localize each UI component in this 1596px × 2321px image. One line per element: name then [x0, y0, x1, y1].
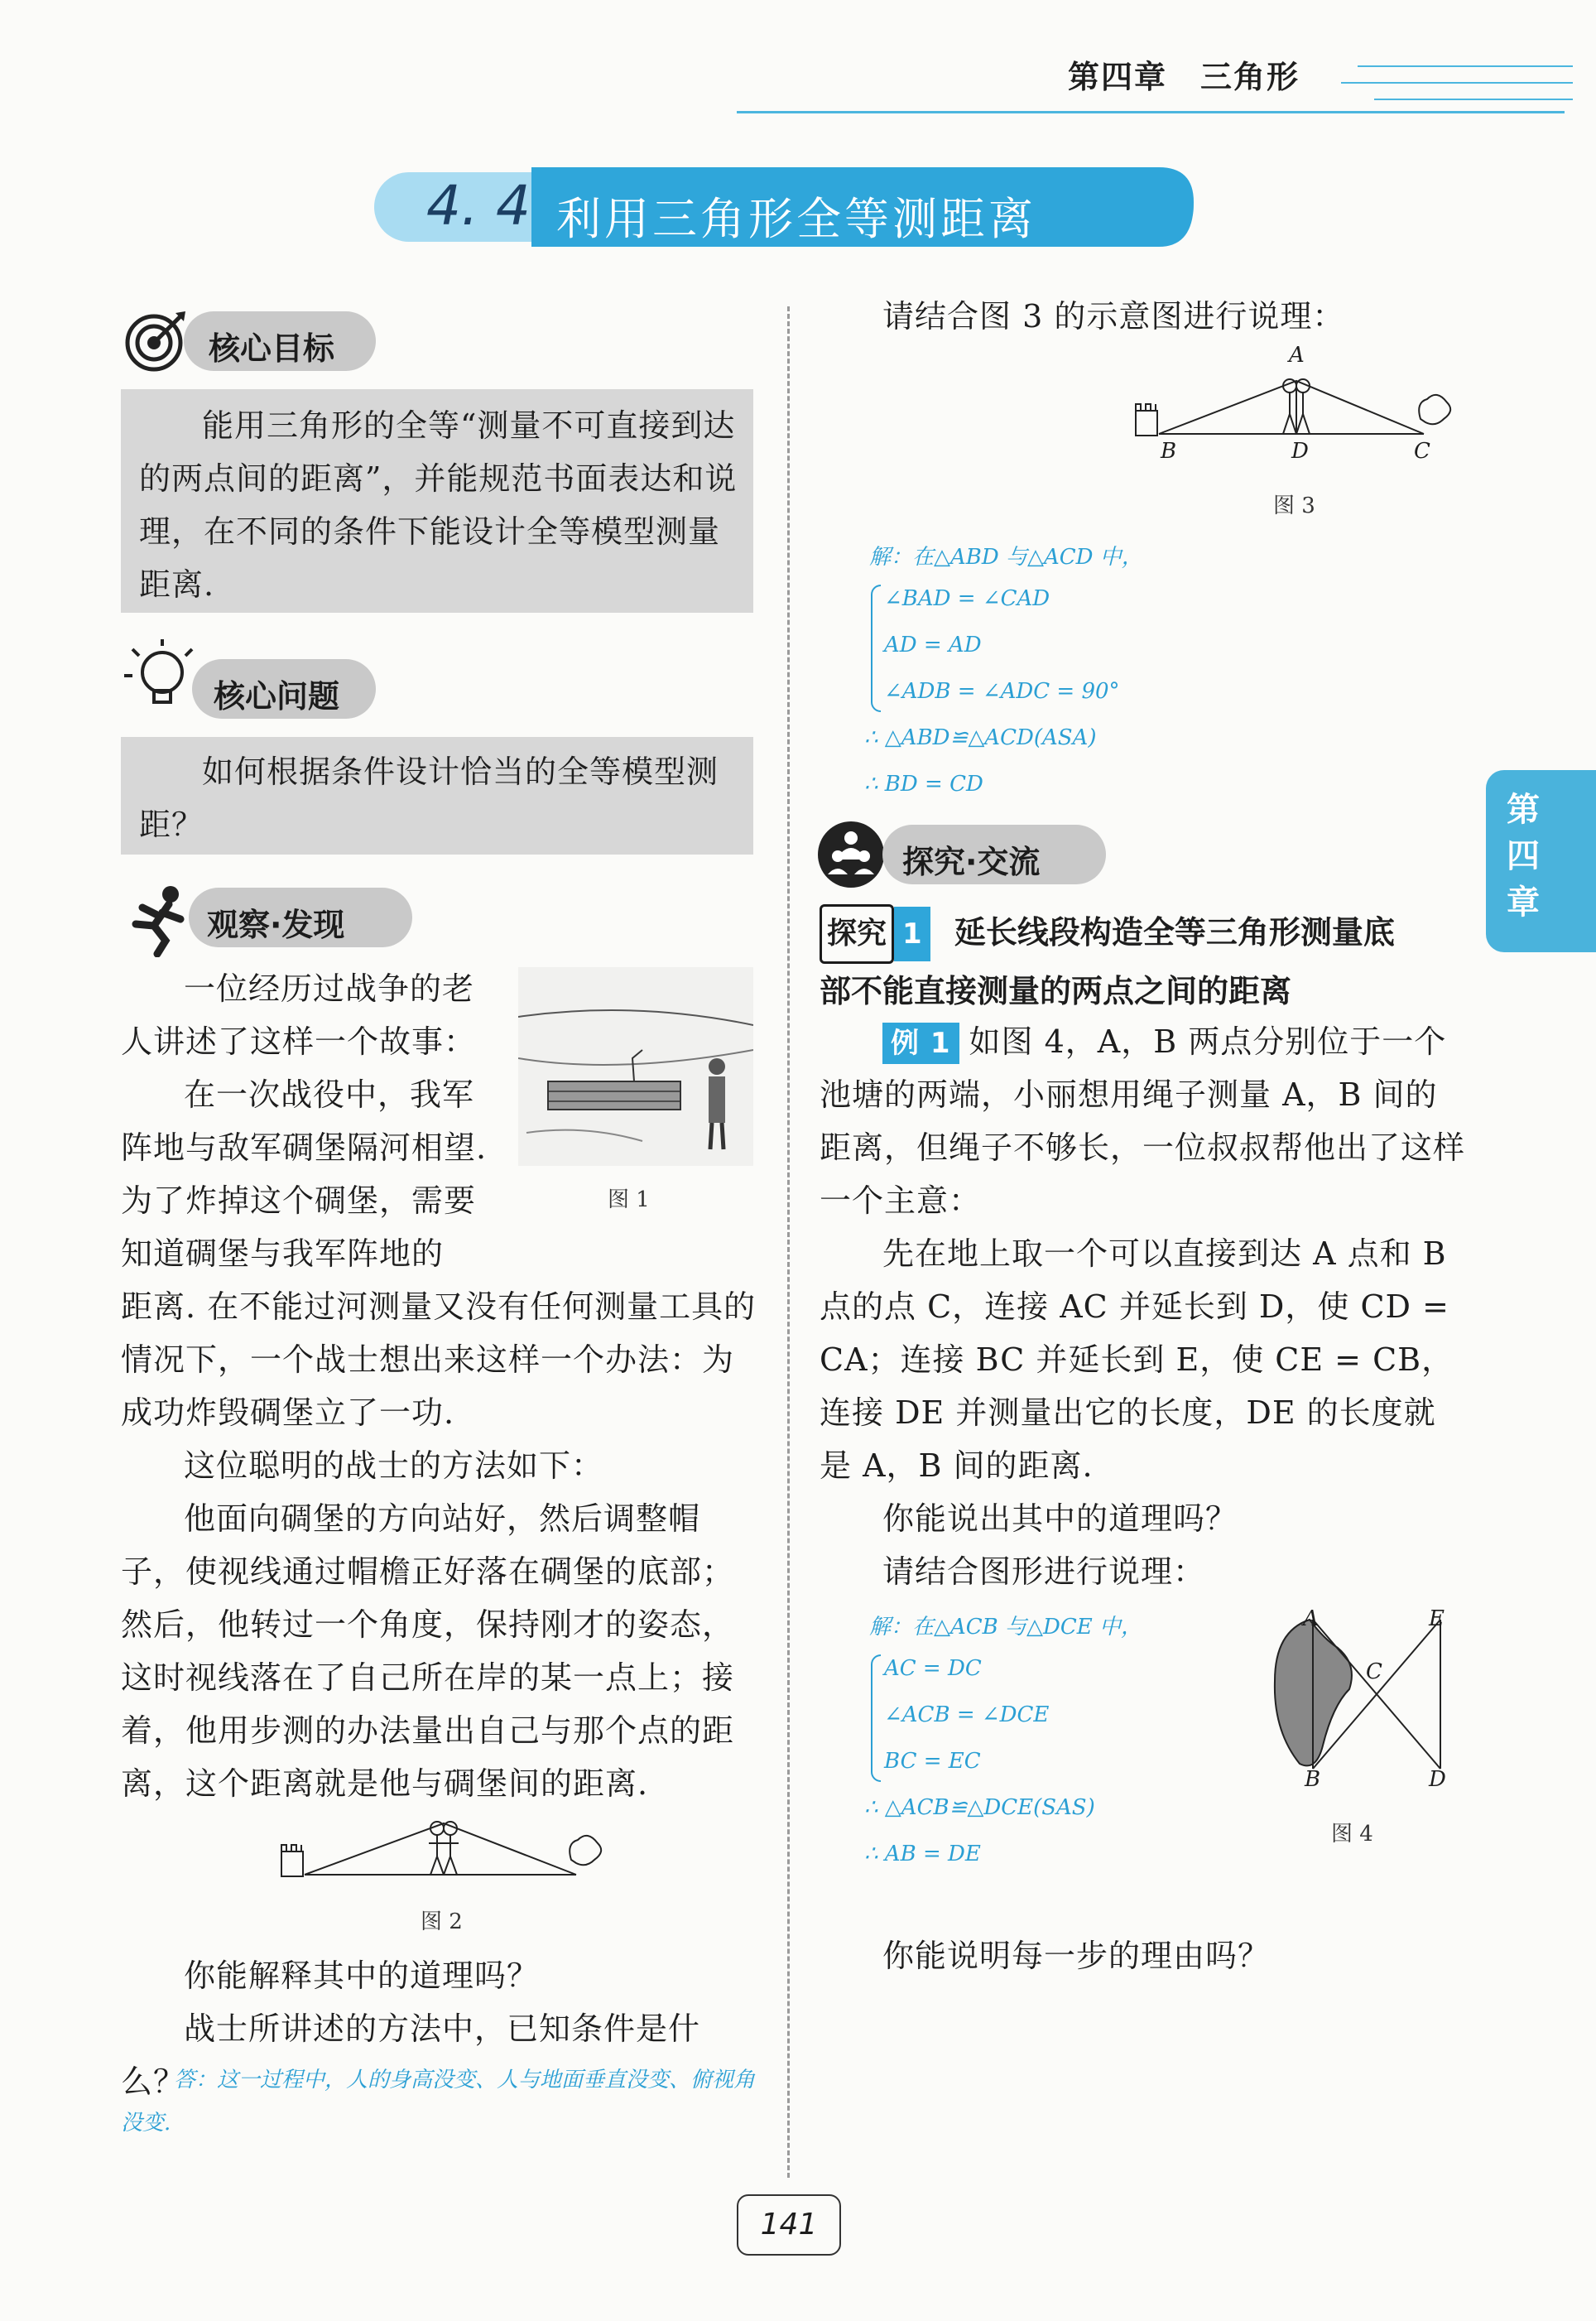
- goal-text: 能用三角形的全等“测量不可直接到达的两点间的距离”，并能规范书面表达和说理，在不同的条件下能设计全等模型测量距离.: [139, 407, 738, 603]
- solution-1-conclusion-2: ∴ BD = CD: [864, 772, 983, 797]
- figure-3-label-d: D: [1291, 439, 1309, 464]
- target-icon: [123, 308, 189, 374]
- group-people-icon: [816, 820, 886, 889]
- figure-2-caption: 图 2: [421, 1909, 463, 1934]
- solution-2-head: 解：在△ACB 与△DCE 中，: [869, 1615, 1143, 1640]
- explore-badge: 探究: [820, 904, 894, 964]
- answer-text: 答：这一过程中，人的身高没变、人与地面垂直没变、俯视角没变.: [121, 2068, 756, 2136]
- solution-2-conclusion-2: ∴ AB = DE: [864, 1842, 981, 1866]
- figure-1-caption: 图 1: [608, 1187, 650, 1212]
- explore-number: 1: [894, 907, 930, 961]
- lightbulb-icon: [121, 639, 195, 714]
- page-number: 141: [737, 2194, 841, 2256]
- figure-4-label-b: B: [1305, 1767, 1321, 1792]
- figure-2-diagram: [280, 1818, 603, 1893]
- story-paragraph-4: 他面向碉堡的方向站好，然后调整帽子，使视线通过帽檐正好落在碉堡的底部；然后，他转过一个角度，保持刚才的姿态，这时视线落在了自己所在岸的某一点上；接着，他用步测的办法量出自己与那个点的距离，这个距离就是他与碉堡间的距离.: [121, 1500, 735, 1802]
- example-1-block: [820, 1015, 1465, 1227]
- solution-2-line-3: BC = EC: [884, 1749, 981, 1774]
- method-text: 先在地上取一个可以直接到达 A 点和 B 点的点 C，连接 AC 并延长到 D，使 CD = CA；连接 BC 并延长到 E，使 CE = CB，连接 DE 并测量出它的长度，DE 的长度就是 A，B 间的距离.: [820, 1235, 1454, 1484]
- story-paragraph-2a: 在一次战役中，我军阵地与敌军碉堡隔河相望. 为了炸掉这个碉堡，需要知道碉堡与我军阵地的: [121, 1076, 488, 1272]
- question-3: 你能说出其中的道理吗？: [882, 1500, 1238, 1537]
- figure-3-label-b: B: [1161, 439, 1177, 464]
- solution-1-brace: [871, 585, 881, 712]
- observe-label: 观察·发现: [207, 907, 345, 943]
- figure-4-label-a: A: [1303, 1606, 1319, 1631]
- question-label: 核心问题: [214, 678, 340, 715]
- figure-4-label-c: C: [1366, 1659, 1382, 1684]
- header-rule: [737, 111, 1565, 113]
- question-5: 你能说明每一步的理由吗？: [882, 1938, 1271, 1974]
- figure-4-label-e: E: [1429, 1606, 1445, 1631]
- column-divider: [787, 306, 790, 2178]
- question-4: 请结合图形进行说理：: [882, 1553, 1206, 1590]
- question-1: 你能解释其中的道理吗？: [184, 1957, 540, 1994]
- figure-3-label-c: C: [1414, 439, 1430, 464]
- explore-title-line-1: 延长线段构造全等三角形测量底: [954, 914, 1395, 951]
- solution-2-line-1: AC = DC: [884, 1656, 982, 1681]
- story-paragraph-3: 这位聪明的战士的方法如下：: [184, 1447, 604, 1484]
- explore-heading: [820, 904, 1482, 1018]
- solution-1-head: 解：在△ABD 与△ACD 中，: [869, 545, 1143, 570]
- example-1-badge: 例 1: [882, 1023, 959, 1064]
- story-paragraph-2b: 距离. 在不能过河测量又没有任何测量工具的情况下，一个战士想出来这样一个办法：为成功炸毁碉堡立了一功.: [121, 1288, 757, 1431]
- solution-2-brace: [871, 1654, 881, 1782]
- right-intro: 请结合图 3 的示意图进行说理：: [882, 298, 1345, 335]
- solution-2-line-2: ∠ACB = ∠DCE: [884, 1702, 1050, 1727]
- explore-label: 探究·交流: [902, 844, 1041, 880]
- solution-1-line-1: ∠BAD = ∠CAD: [884, 586, 1050, 611]
- figure-4-caption: 图 4: [1331, 1822, 1373, 1847]
- section-title: 利用三角形全等测距离: [556, 193, 1036, 245]
- solution-1-conclusion-1: ∴ △ABD≌△ACD(ASA): [864, 725, 1097, 750]
- explore-title-line-2: 部不能直接测量的两点之间的距离: [820, 973, 1292, 1009]
- question-text: 如何根据条件设计恰当的全等模型测距？: [139, 754, 719, 843]
- running-person-icon: [121, 883, 195, 957]
- chapter-side-tab-text: 第四章: [1507, 791, 1540, 922]
- figure-3-caption: 图 3: [1273, 494, 1315, 518]
- solution-2-conclusion-1: ∴ △ACB≌△DCE(SAS): [864, 1795, 1095, 1820]
- story-paragraph-1: 一位经历过战争的老人讲述了这样一个故事：: [121, 970, 477, 1060]
- solution-1-line-2: AD = AD: [884, 633, 982, 657]
- example-1-text: 如图 4，A，B 两点分别位于一个池塘的两端，小丽想用绳子测量 A，B 间的距离，但绳子不够长，一位叔叔帮他出了这样一个主意：: [820, 1023, 1466, 1219]
- question-2: 战士所讲述的方法中，已知条件是什么？: [121, 2010, 701, 2100]
- solution-1-line-3: ∠ADB = ∠ADC = 90°: [884, 679, 1120, 704]
- section-number: 4. 4: [426, 174, 531, 238]
- chapter-header-title: 第四章 三角形: [1068, 59, 1300, 95]
- figure-4-label-d: D: [1429, 1767, 1446, 1792]
- goal-label: 核心目标: [209, 330, 335, 367]
- figure-3-label-a: A: [1289, 343, 1305, 368]
- header-decoration-lines: [1324, 50, 1573, 116]
- figure-1-illustration: [518, 967, 753, 1166]
